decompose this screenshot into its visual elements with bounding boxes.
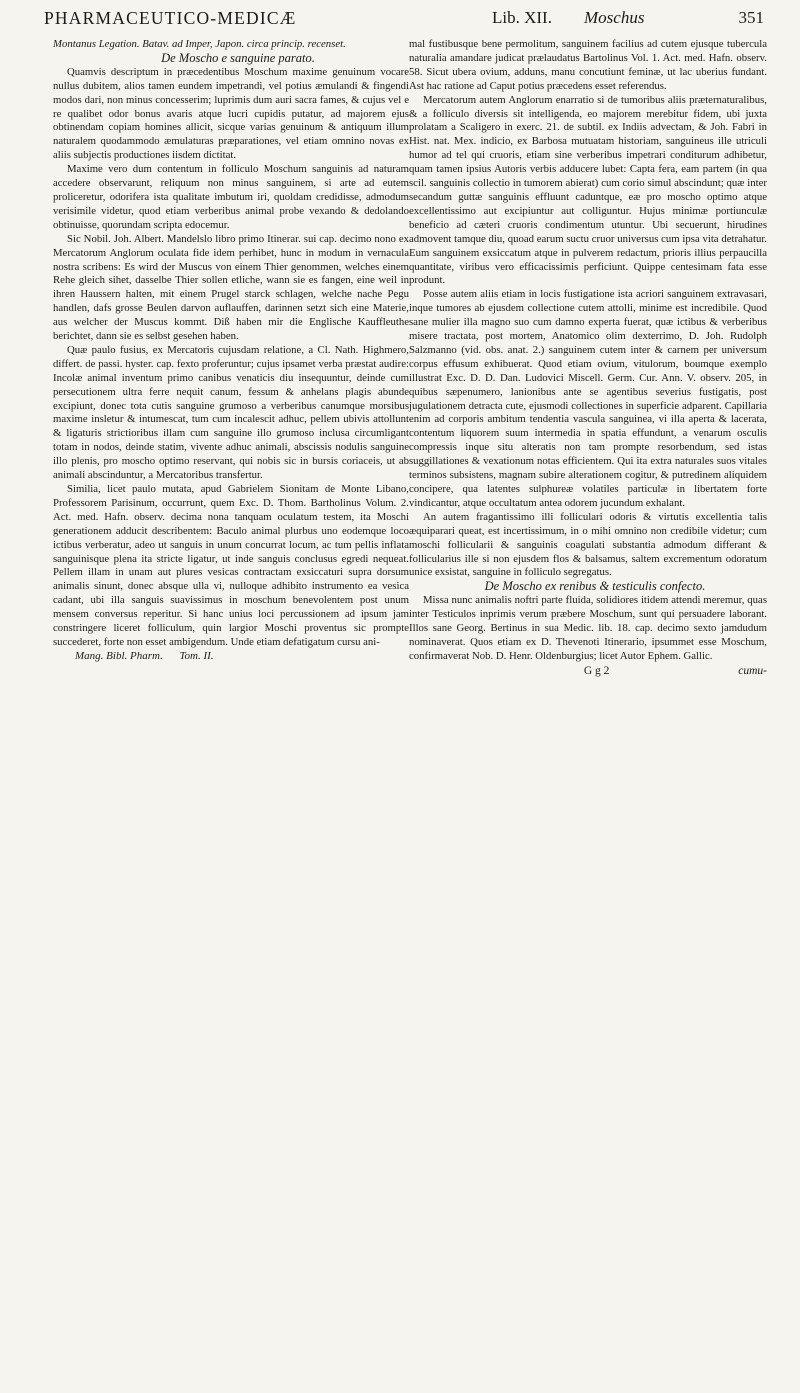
paragraph: Maxime vero dum contentum in folliculo Moschum sanguinis ad naturam accedere observarunt, reliquum non minus sanguinem, si arte ad eutem proliceretur, odorifera ista qualitate imbutum iri, quoldam credidisse, admodum verisimile videtur, quod etiam verberibus animal probe vexando & dedolando obtinuisse, quorundam scripta edocemur. [53, 163, 409, 231]
paragraph: mal fustibusque bene permolitum, sanguinem facilius ad cutem ejusque tubercula naturalia amandare judicat prælaudatus Bartolinus Vol. 1. Act. med. Hafn. observ. 58. Sicut ubera ovium, adduns, manu concutiunt feminæ, ut lac uberius fundant. Ast hac ratione ad Caput potius præcedens esset referendus. [409, 38, 767, 92]
signature-mark: G g 2 [583, 664, 610, 677]
section-heading-kidneys: De Moscho ex renibus & testiculis confecto. [484, 579, 706, 594]
running-header [44, 8, 764, 36]
intro-line: Montanus Legation. Batav. ad Imper, Japon. circa princip. recenset. [53, 38, 346, 50]
footer-signature [53, 650, 409, 664]
catchword: cumu- [738, 664, 767, 677]
paragraph: Posse autem aliis etiam in locis fustigatione ista acriori sanguinem extravasari, inque tumores ab ejusdem collectione cutem attolli, minime est incredibile. Quod sane mulier illa magno suo cum damno experta fuerat, quæ ictibus & verberibus misere tractata, post mortem, Anatomico olim dexterrimo, D. Joh. Rudolph Salzmanno (vid. obs. anat. 2.) sanguinem cutem inter & carnem per universum corpus effusum exhibuerat. Quod etiam ovium, vitulorum, boumque exemplo illustrat Exc. D. D. Dan. Ludovici Miscell. Germ. Cur. Ann. V. observ. 205, in quibus sæpenumero, lanionibus ante se agentibus severius fustigatis, post jugulationem detracta cute, ejusmodi collectiones in superficie adparent. Capillaria enim ad corporis ambitum tendentia vascula sanguinea, vi illa aperta & lacerata, contentum liquorem suum intermedia in spatia effundunt, a venarum osculis compressis inque situ alteratis non tam prompte resorbendum, sed istas suggillationes & vexationum notas efficientem. Qui ita extra naturales suos vitales terminos subsistens, magnam subire alterationem cogitur, & putredinem aliquidem concipere, qua latentes sulphureæ volatiles particulæ in libertatem forte vindicantur, atque occultatum antea odorem jucundum exhalant. [409, 288, 767, 509]
paragraph: Missa nunc animalis noftri parte fluida, solidiores itidem attendi meremur, quas inter Testiculos inprimis verum præbere Moschum, sunt qui persuadere laborant. Illos sane Georg. Bertinus in sua Medic. lib. 18. cap. decimo sexto jamdudum nominaverat. Quos etiam ex D. Thevenoti Itinerario, ipsummet esse Moschum, confirmaverat Nob. D. Henr. Oldenburgius; licet Autor Ephem. Gallic. [409, 594, 767, 662]
signature-line [409, 665, 767, 679]
paragraph: Quamvis descriptum in præcedentibus Moschum maxime genuinum vocare nullus dubitem, alios tamen eundem impetrandi, vel potius æmulandi & fingendi modos dari, non minus concesserim; luprimis dum auri sacra fames, & cujus vel e re qualibet odor bonus avaris atque lucri cupidis putatur, ad majorem ejus obtinendam copiam homines allicit, sicque varias genuinum & antiquum illum naturalem quodammodo æmulaturas præparationes, vel etiam omnino novas ex aliis subjectis productiones iisdem dictitat. [53, 65, 409, 162]
paragraph: Similia, licet paulo mutata, apud Gabrielem Sionitam de Monte Libano, Professorem Parisinum, occurrunt, quem Exc. D. Thom. Bartholinus Volum. 2. Act. med. Hafn. observ. decima nona tanquam oculatum testem, ita Moschi generationem adducit describentem: Baculo animal plurbus uno eodemque loco ictibus verberatur, adeo ut sanguis in unum concurrat locum, ac tum pellis inflata sanguinisque plena ita stricte ligatur, ut inde sanguis conclusus egredi nequeat. Pellem illam in unam aut plures vesicas contractam exsiccaturi supra dorsum animalis sinunt, donec absque ulla vi, nulloque adhibito instrumento ea vesica cadant, ubi illa sanguis suavissimus in moschum benevolentem post unum mensem conversus reperitur. Si hanc unius loci percussionem ad ipsum jam constringere liceret folliculum, quin largior Moschi proventus sic prompte succederet, forte non esset ambigendum. Unde etiam defatigatum cursu ani- [53, 483, 409, 648]
page-number: 351 [738, 8, 764, 27]
right-column [409, 38, 767, 679]
paragraph: Quæ paulo fusius, ex Mercatoris cujusdam relatione, a Cl. Nath. Highmero, differt. de passi. hyster. cap. fexto proferuntur; cujus ipsamet verba præstat audire: Incolæ animal inventum primo canibus venaticis diu insequuntur, deinde cum persecutionem ultra ferre nequit canum, fessum & anhelans plagis abunde excipiunt, donec tota cutis sanguine grumoso a verberibus canumque morsibus maxime insletur & intumescat, tum cum incalescit adhuc, pellem ubivis attollunt & ligaturis strictioribus illam cum sanguine illo grumoso inclusa circumligant totam in nodos, deinde statim, vivente adhuc animali, abscissis nodulis sanguine illo plenis, pro moscho optimo reservant, qui nobis sic in bursis coriaceis, ut ab animali abscinduntur, a Mercatoribus transfertur. [53, 343, 409, 482]
subject-title: Moschus [584, 8, 645, 27]
left-column [53, 38, 409, 664]
footer-series: Mang. Bibl. Pharm. [75, 649, 163, 662]
paragraph: Mercatorum autem Anglorum enarratio si de tumoribus aliis præternaturalibus, & a folliculo diversis sit intelligenda, eo majorem merebitur fidem, ubi juxta prolatam a Scaligero in exerc. 21. de subtil. ex Indiis advectam, & Joh. Fabri in Hist. nat. Mex. indicio, ex Barbosa mutuatam historiam, sanguineus ille utriculi humor ad tel qui cruoris, etiam sine verberibus impetrari conditurum adhibetur, quam tamen ipsius Autoris verbis adducere lubet: Capta fera, eam partem (in qua scil. sanguinis collectio in tumorem abierat) cum corio simul abscindunt; quæ inter secandum guttæ sanguinis effluunt caduntque, eæ pro moscho optimo atque excellentissimo aut excipiuntur aut colliguntur. Hujus minimæ portiunculæ beneficio ad cæteri cruoris condimentum utuntur. Ubi secuerunt, hirudines admovent tamque diu, quoad earum suctu cruor universus cum ipsa vita detrahatur. Eum sanguinem exsiccatum atque in pulverem redactum, prioris illius perpaucilla quantitate, viribus vero efficacissimis perficiunt. Quippe centesimam fata esse produnt. [409, 93, 767, 287]
paragraph: An autem fragantissimo illi folliculari odoris & virtutis excellentia talis æquiparari queat, est incertissimum, in o mihi omnino non credibile videtur; cum moschi follicularii & sanguinis coagulati substantia admodum differant & follicularius ille si non ejusdem flos & balsamus, saltem excrementum odoratum unice exsistat, sanguine in folliculo segregatus. [409, 510, 767, 579]
footer-volume: Tom. II. [179, 649, 214, 662]
section-heading-blood: De Moscho e sanguine parato. [161, 50, 315, 65]
book-number: Lib. XII. [492, 8, 552, 27]
paragraph: Sic Nobil. Joh. Albert. Mandelslo libro primo Itinerar. sui cap. decimo nono ex Mercatorum Anglorum oculata fide idem perhibet, hunc in modum in vernacula nostra scribens: Es wird der Muscus von einem Thier genommen, welches einem Rehe gleich sihet, dasselbe Thier sollen etliche, wann sie es fangen, eine weil in ihren Haussern halten, mit einem Prugel starck schlagen, welche nache Pegu handlen, dafs grosse Beulen darvon auflauffen, darinnen setzt sich eine Materie, aus welcher der Muscus kommt. Diß haben mir die Englische Kauffleuthe berichtet, dann sie es selbst gesehen haben. [53, 232, 409, 343]
running-title: PHARMACEUTICO-MEDICÆ [44, 8, 297, 28]
